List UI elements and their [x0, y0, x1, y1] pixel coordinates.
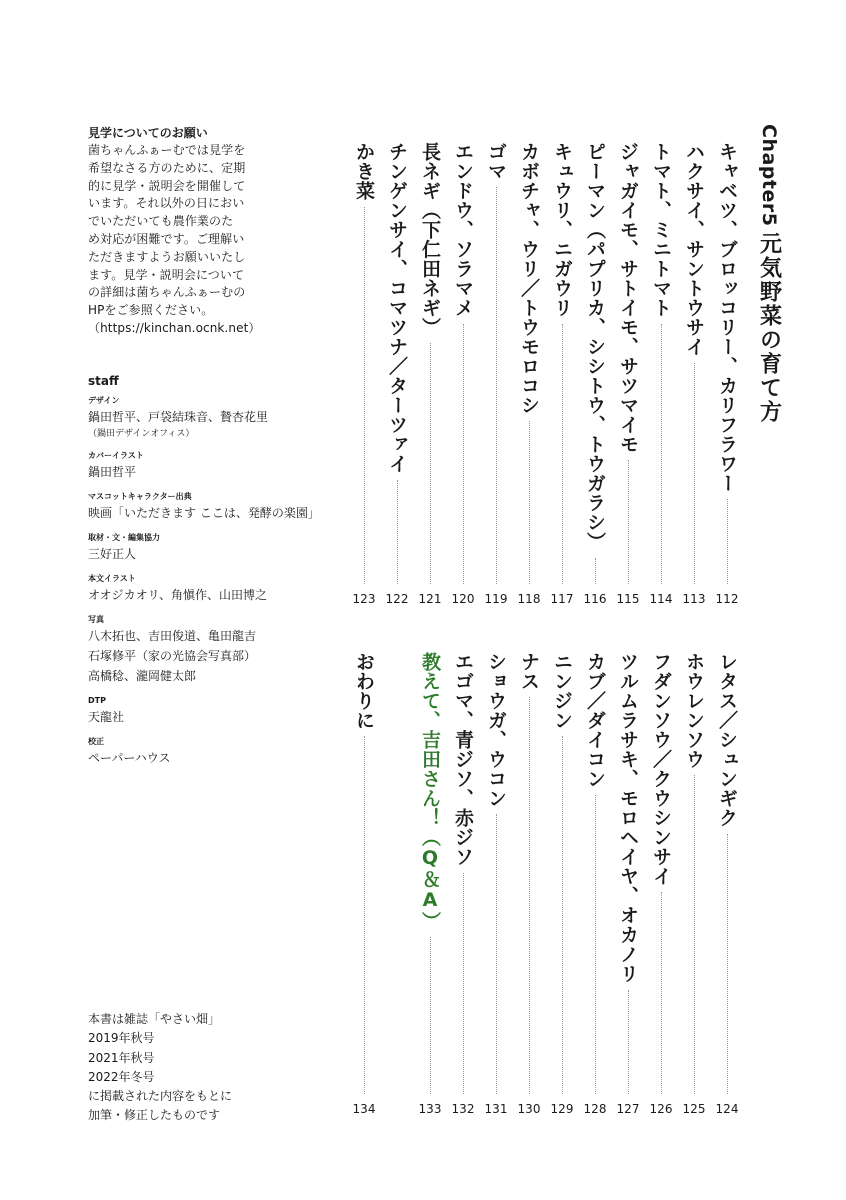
toc-entry: [679, 142, 709, 606]
colophon-line: 2022年冬号: [88, 1069, 155, 1084]
credit-names: 鍋田哲平: [88, 465, 137, 479]
toc-entry: [415, 142, 445, 606]
leader-dots: [628, 990, 629, 1095]
credit-design: [88, 394, 318, 441]
credit-role: 写真: [88, 615, 104, 624]
leader-dots: [397, 480, 398, 585]
leader-dots: [694, 775, 695, 1094]
notice-line: でいただいても農作業のた: [88, 214, 234, 229]
leader-dots: [496, 814, 497, 1094]
toc-entry-title: キャベツ、ブロッコリー、カリフラワー: [716, 142, 738, 493]
toc-page-number: 120: [451, 592, 475, 606]
credit-dtp: [88, 694, 318, 727]
toc-entry: [448, 142, 478, 606]
toc-entry-title: ショウガ、ウコン: [485, 652, 507, 808]
credit-names: ペーパーハウス: [88, 751, 171, 765]
toc-page-number: 128: [583, 1102, 607, 1116]
credit-body-illustration: [88, 572, 318, 605]
credit-names: 天龍社: [88, 710, 125, 724]
notice-line: ただきますようお願いいたし: [88, 249, 246, 264]
credit-proofreading: [88, 735, 318, 768]
toc-page-number: 133: [418, 1102, 442, 1116]
toc-page-number: 114: [649, 592, 673, 606]
credit-role: デザイン: [88, 396, 120, 405]
colophon-line: 2019年秋号: [88, 1031, 155, 1046]
toc-entry: [448, 652, 478, 1116]
toc-entry-title: おわりに: [353, 652, 375, 730]
toc-entry-title: かき菜: [353, 142, 375, 201]
toc-entry: [382, 142, 412, 606]
toc-entry: [349, 142, 379, 606]
leader-dots: [463, 324, 464, 585]
leader-dots: [694, 363, 695, 585]
credit-names: 三好正人: [88, 547, 137, 561]
toc-page-number: 132: [451, 1102, 475, 1116]
notice-line: め対応が困難です。ご理解い: [88, 231, 245, 246]
toc-page-number: 119: [484, 592, 508, 606]
toc-entry-title: ピーマン（パプリカ、シシトウ、トウガラシ）: [584, 142, 606, 552]
toc-entry: [514, 142, 544, 606]
toc-entry: [712, 652, 742, 1116]
notice-line: 希望なさる方のために、定期: [88, 160, 246, 175]
toc-page-number: 127: [616, 1102, 640, 1116]
leader-dots: [562, 324, 563, 585]
toc-entry: [712, 142, 742, 606]
notice-line: 的に見学・説明会を開催して: [88, 178, 246, 193]
toc-entry-title: 長ネギ（下仁田ネギ）: [419, 142, 441, 337]
toc-page-number: 117: [550, 592, 574, 606]
toc-page-number: 125: [682, 1102, 706, 1116]
toc-page-number: 112: [715, 592, 739, 606]
chapter-title: 元気野菜の育て方: [756, 232, 782, 425]
leader-dots: [727, 834, 728, 1095]
leader-dots: [595, 558, 596, 585]
leader-dots: [661, 892, 662, 1094]
toc-entry: [349, 652, 379, 1116]
notice-line: います。それ以外の日におい: [88, 196, 245, 211]
toc-entry: [646, 652, 676, 1116]
leader-dots: [430, 343, 431, 584]
leader-dots: [430, 937, 431, 1094]
toc-page-number: 129: [550, 1102, 574, 1116]
toc-page-number: 113: [682, 592, 706, 606]
colophon-line: 2021年秋号: [88, 1050, 155, 1065]
leader-dots: [529, 421, 530, 584]
toc-page-number: 131: [484, 1102, 508, 1116]
credit-role: DTP: [88, 696, 106, 705]
toc-entry: [679, 652, 709, 1116]
toc-entry: [547, 652, 577, 1116]
leader-dots: [595, 795, 596, 1095]
colophon: [88, 1010, 318, 1126]
toc-page-number: 115: [616, 592, 640, 606]
credit-role: カバーイラスト: [88, 451, 144, 460]
colophon-line: に掲載された内容をもとに: [88, 1089, 233, 1104]
credit-names: 鍋田哲平、戸袋結珠音、贄杏花里: [88, 410, 269, 424]
toc-page-number: 116: [583, 592, 607, 606]
credit-names: 映画「いただきます ここは、発酵の楽園」: [88, 506, 320, 520]
toc-entry-title: トマト、ミニトマト: [650, 142, 672, 318]
credit-cover-illustration: [88, 449, 318, 482]
notice-url: （https://kinchan.ocnk.net）: [88, 320, 261, 335]
toc-entry: [580, 652, 610, 1116]
toc-entry-title: ホウレンソウ: [683, 652, 705, 769]
toc-entry-title: レタス／シュンギク: [716, 652, 738, 828]
leader-dots: [562, 736, 563, 1094]
notice-line: 菌ちゃんふぁーむでは見学を: [88, 143, 246, 157]
credit-role: 取材・文・編集協力: [88, 533, 160, 542]
notice-line: の詳細は菌ちゃんふぁーむの: [88, 285, 246, 300]
toc-entry: [481, 142, 511, 606]
leader-dots: [496, 187, 497, 584]
toc-page-number: 126: [649, 1102, 673, 1116]
toc-page-number: 118: [517, 592, 541, 606]
credit-role: 校正: [88, 737, 104, 746]
toc-entry-title: エンドウ、ソラマメ: [452, 142, 474, 318]
toc-page-number: 130: [517, 1102, 541, 1116]
notice-line: HPをご参照ください。: [88, 303, 214, 318]
chapter-heading: [752, 124, 786, 424]
toc-entry-title: キュウリ、ニガウリ: [551, 142, 573, 318]
toc-entry: [514, 652, 544, 1116]
toc-entry-title: 教えて、吉田さん！（Q＆A）: [419, 652, 441, 931]
toc-entry: [481, 652, 511, 1116]
notice-body: [88, 142, 288, 338]
toc-page-number: 121: [418, 592, 442, 606]
staff-heading: staff: [88, 374, 119, 388]
toc-page-number: 123: [352, 592, 376, 606]
toc-entry: [613, 652, 643, 1116]
toc-entry: [580, 142, 610, 606]
notice-line: ます。見学・説明会について: [88, 267, 245, 282]
toc-entry-title: エゴマ、青ジソ、赤ジソ: [452, 652, 474, 867]
toc-entry: [613, 142, 643, 606]
leader-dots: [364, 736, 365, 1094]
credit-names: 高橋稔、瀧岡健太郎: [88, 669, 197, 683]
leader-dots: [661, 324, 662, 585]
staff-credits: [88, 374, 318, 776]
leader-dots: [529, 697, 530, 1094]
toc-entry-title: カボチャ、ウリ／トウモロコシ: [518, 142, 540, 415]
notice-title: 見学についてのお願い: [88, 126, 208, 140]
visit-notice: [88, 124, 288, 338]
leader-dots: [463, 873, 464, 1095]
toc-entry-title: カブ／ダイコン: [584, 652, 606, 789]
colophon-line: 本書は雑誌「やさい畑」: [88, 1012, 221, 1026]
toc-entry: [415, 652, 445, 1116]
leader-dots: [628, 460, 629, 584]
toc-entry-title: ナス: [518, 652, 540, 691]
chapter-label: Chapter5: [758, 124, 780, 227]
toc-entry-title: ゴマ: [485, 142, 507, 181]
credit-names: オオジカオリ、角愼作、山田博之: [88, 588, 268, 602]
leader-dots: [727, 499, 728, 584]
credit-role: マスコットキャラクター出典: [88, 492, 192, 501]
toc-entry-title: ニンジン: [551, 652, 573, 730]
toc-entry-title: ハクサイ、サントウサイ: [683, 142, 705, 357]
toc-page-number: 122: [385, 592, 409, 606]
toc-entry-title: ツルムラサキ、モロヘイヤ、オカノリ: [617, 652, 639, 984]
credit-names: 石塚修平（家の光協会写真部）: [88, 649, 257, 663]
colophon-line: 加筆・修正したものです: [88, 1108, 221, 1123]
toc-entry-title: フダンソウ／クウシンサイ: [650, 652, 672, 886]
credit-names: 八木拓也、吉田俊道、亀田龍吉: [88, 629, 257, 643]
leader-dots: [364, 207, 365, 585]
credit-editorial: [88, 531, 318, 564]
toc-entry-title: ジャガイモ、サトイモ、サツマイモ: [617, 142, 639, 454]
credit-role: 本文イラスト: [88, 574, 136, 583]
credit-sub: （鍋田デザインオフィス）: [88, 429, 195, 439]
credit-mascot-source: [88, 490, 318, 523]
toc-page-number: 124: [715, 1102, 739, 1116]
toc-page-number: 134: [352, 1102, 376, 1116]
toc-entry-title: チンゲンサイ、コマツナ／ターツァイ: [386, 142, 408, 474]
toc-entry: [547, 142, 577, 606]
toc-entry: [646, 142, 676, 606]
credit-photo: [88, 613, 318, 686]
